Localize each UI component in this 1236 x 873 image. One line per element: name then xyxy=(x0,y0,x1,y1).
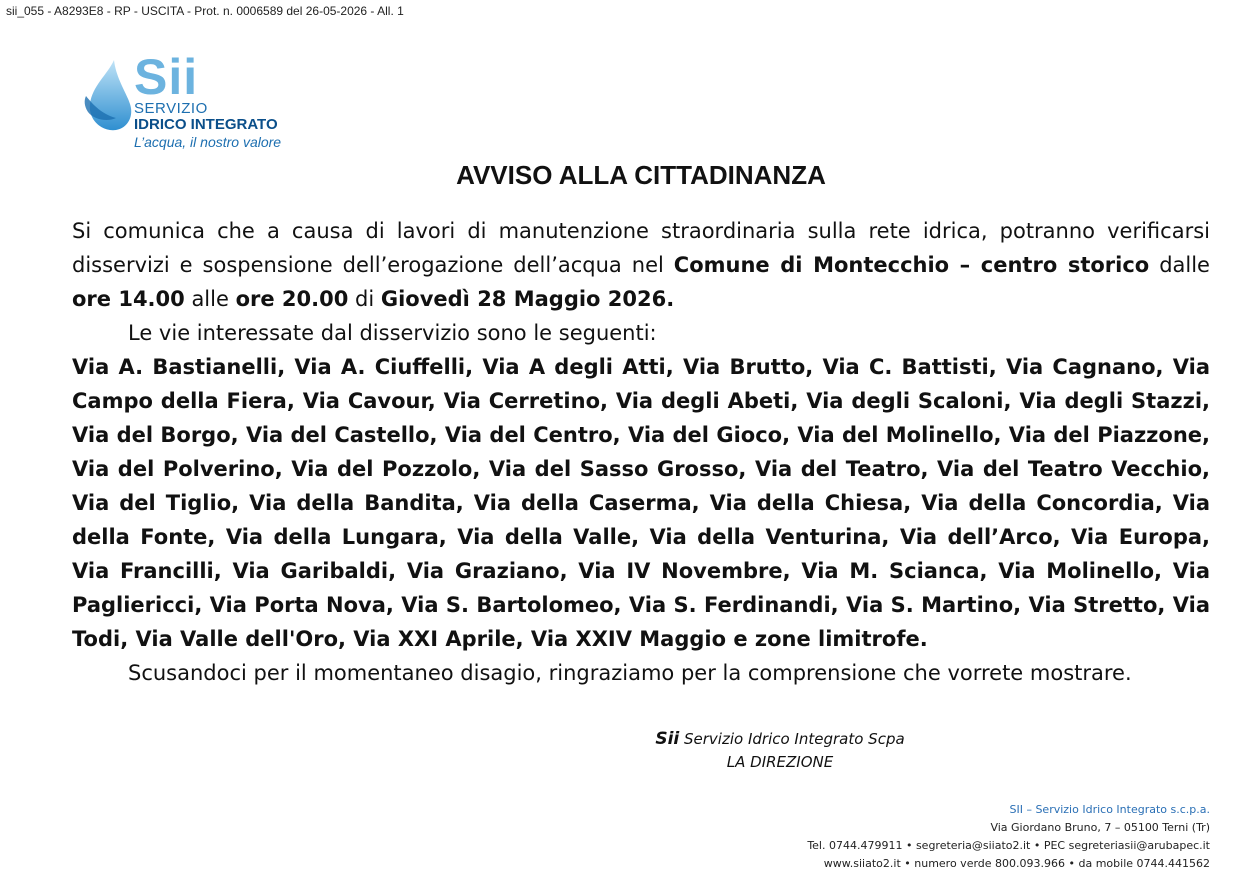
signature-org-name: Servizio Idrico Integrato Scpa xyxy=(679,730,905,748)
intro-text-2: dalle xyxy=(1149,253,1210,277)
intro-text-3: alle xyxy=(184,287,236,311)
intro-start-time: ore 14.00 xyxy=(72,287,185,311)
footer-web: www.siiato2.it • numero verde 800.093.966 • da mobile 0744.441562 xyxy=(823,857,1210,870)
notice-title: AVVISO ALLA CITTADINANZA xyxy=(456,160,826,190)
company-logo xyxy=(80,49,320,156)
page-footer xyxy=(807,801,1210,873)
streets-intro: Le vie interessate dal disservizio sono le seguenti: xyxy=(128,321,657,345)
streets-list: Via A. Bastianelli, Via A. Ciuffelli, Via A degli Atti, Via Brutto, Via C. Battisti, Via Cagnano, Via Campo della Fiera, Via Cavour, Via Cerretino, Via degli Abeti, Via degli Scaloni, Via degli Stazzi, Via del Borgo, Via del Castello, Via del Centro, Via del Gioco, Via del Molinello, Via del Piazzone, Via del Polverino, Via del Pozzolo, Via del Sasso Grosso, Via del Teatro, Via del Teatro Vecchio, Via del Tiglio, Via della Bandita, Via della Caserma, Via della Chiesa, Via della Concordia, Via della Fonte, Via della Lungara, Via della Valle, Via della Venturina, Via dell’Arco, Via Europa, Via Francilli, Via Garibaldi, Via Graziano, Via IV Novembre, Via M. Scianca, Via Molinello, Via Paglierіcci, Via Porta Nova, Via S. Bartolomeo, Via S. Ferdinandi, Via S. Martino, Via Stretto, Via Todi, Via Valle dell'Oro, Via XXI Aprile, Via XXIV Maggio e zone limitrofe. xyxy=(72,355,1210,651)
logo-line-1: SERVIZIO xyxy=(134,100,208,117)
signature-brand: Sii xyxy=(655,729,680,749)
signature-org xyxy=(650,728,910,751)
signature-block xyxy=(650,728,910,774)
intro-location: Comune di Montecchio – centro storico xyxy=(673,253,1150,277)
logo-tagline: L’acqua, il nostro valore xyxy=(134,134,282,150)
footer-company: SII – Servizio Idrico Integrato s.c.p.a. xyxy=(1009,803,1210,816)
water-drop-icon xyxy=(80,56,134,136)
logo-brand: Sii xyxy=(134,49,199,105)
closing-paragraph: Scusandoci per il momentaneo disagio, ringraziamo per la comprensione che vorrete mostrare. xyxy=(128,661,1132,685)
intro-paragraph xyxy=(72,214,1210,316)
notice-body xyxy=(72,214,1210,690)
intro-end-time: ore 20.00 xyxy=(235,287,349,311)
intro-text-1: Si comunica che a causa di lavori di manutenzione straordinaria sulla rete idrica, potranno verificarsi disservizi e sospensione dell’erogazione dell’acqua nel xyxy=(72,219,1210,277)
footer-contacts: Tel. 0744.479911 • segreteria@siiato2.it • PEC segreteriasii@arubapec.it xyxy=(807,839,1210,852)
signature-dept: LA DIREZIONE xyxy=(726,753,834,771)
intro-date: Giovedì 28 Maggio 2026. xyxy=(380,287,675,311)
logo-line-2: IDRICO INTEGRATO xyxy=(134,116,278,133)
intro-text-4: di xyxy=(348,287,381,311)
protocol-header: sii_055 - A8293E8 - RP - USCITA - Prot. n. 0006589 del 26-05-2026 - All. 1 xyxy=(6,4,404,18)
footer-address: Via Giordano Bruno, 7 – 05100 Terni (Tr) xyxy=(990,821,1210,834)
